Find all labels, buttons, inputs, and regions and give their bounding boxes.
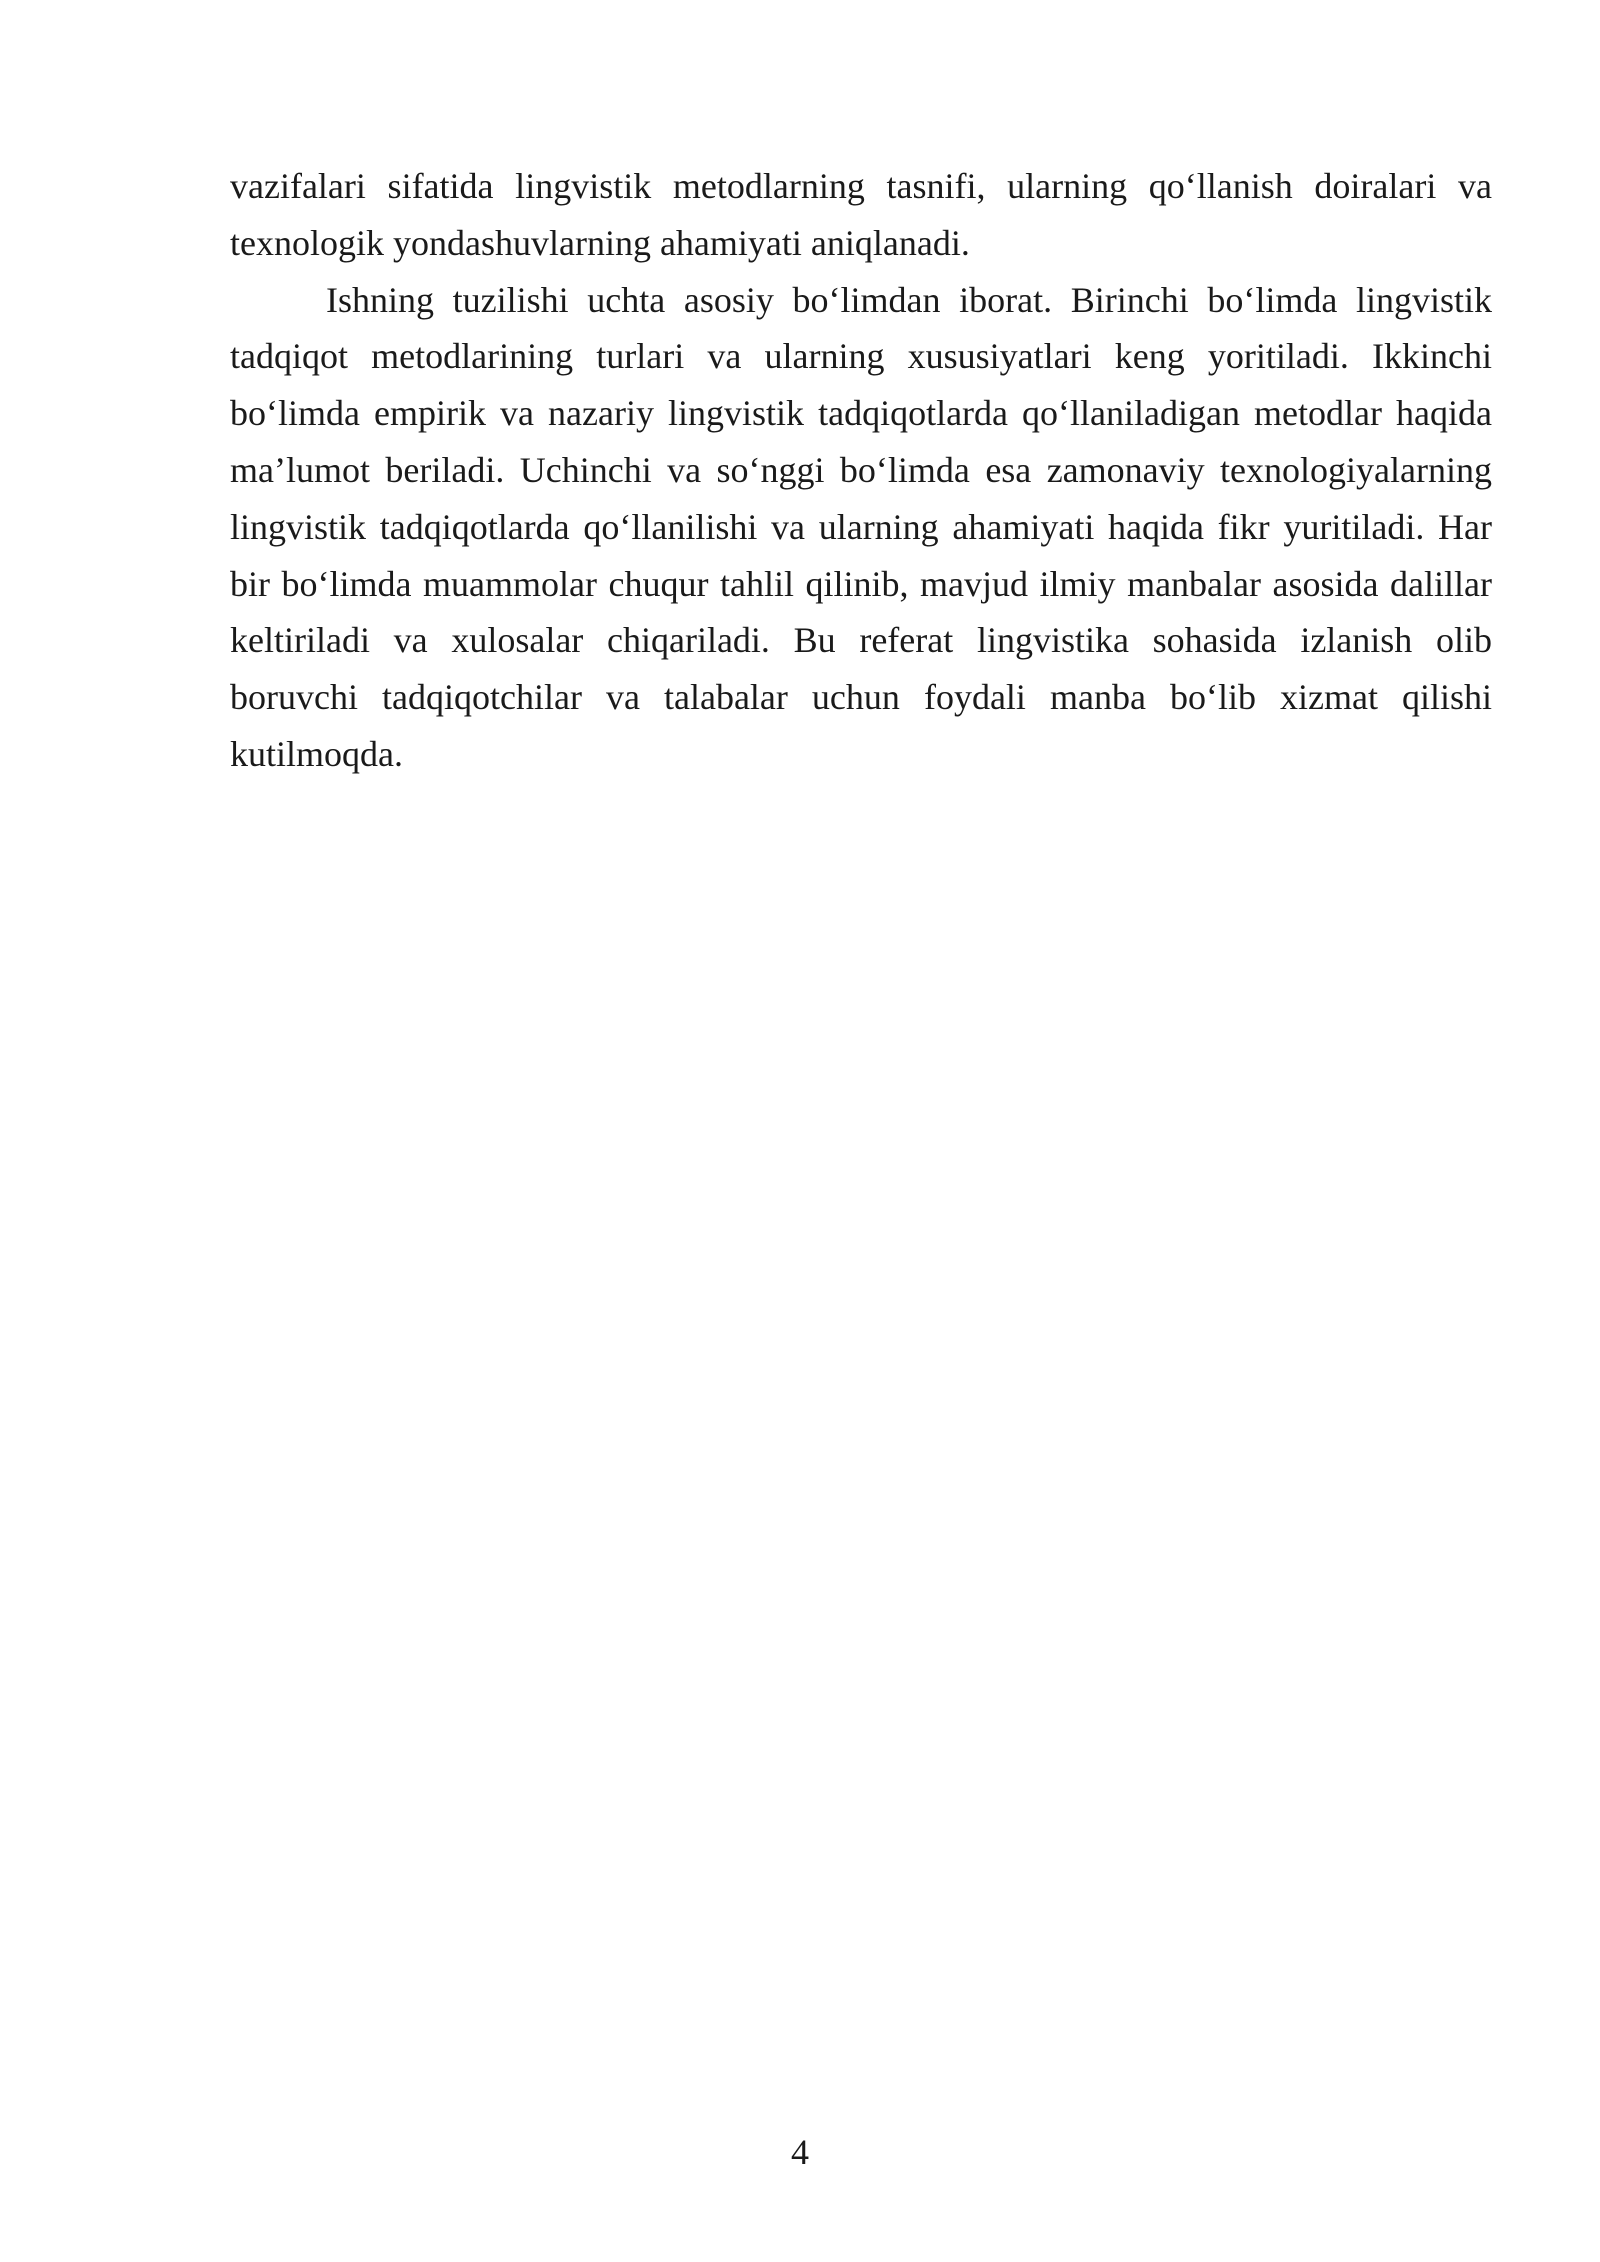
paragraph-continuation: vazifalari sifatida lingvistik metodlarning tasnifi, ularning qo‘llanish doiralari va texnologik yondashuvlarning ahamiyati aniqlanadi. xyxy=(230,166,1492,263)
paragraph-structure: Ishning tuzilishi uchta asosiy bo‘limdan iborat. Birinchi bo‘limda lingvistik tadqiqot metodlarining turlari va ularning xususiyatlari keng yoritiladi. Ikkinchi bo‘limda empirik va nazariy lingvistik tadqiqotlarda qo‘llaniladigan metodlar haqida ma’lumot beriladi. Uchinchi va so‘nggi bo‘limda esa zamonaviy texnologiyalarning lingvistik tadqiqotlarda qo‘llanilishi va ularning ahamiyati haqida fikr yuritiladi. Har bir bo‘limda muammolar chuqur tahlil qilinib, mavjud ilmiy manbalar asosida dalillar keltiriladi va xulosalar chiqariladi. Bu referat lingvistika sohasida izlanish olib boruvchi tadqiqotchilar va talabalar uchun foydali manba bo‘lib xizmat qilishi kutilmoqda. xyxy=(230,279,1492,774)
body-text xyxy=(230,158,1492,783)
page-number: 4 xyxy=(791,2132,809,2172)
